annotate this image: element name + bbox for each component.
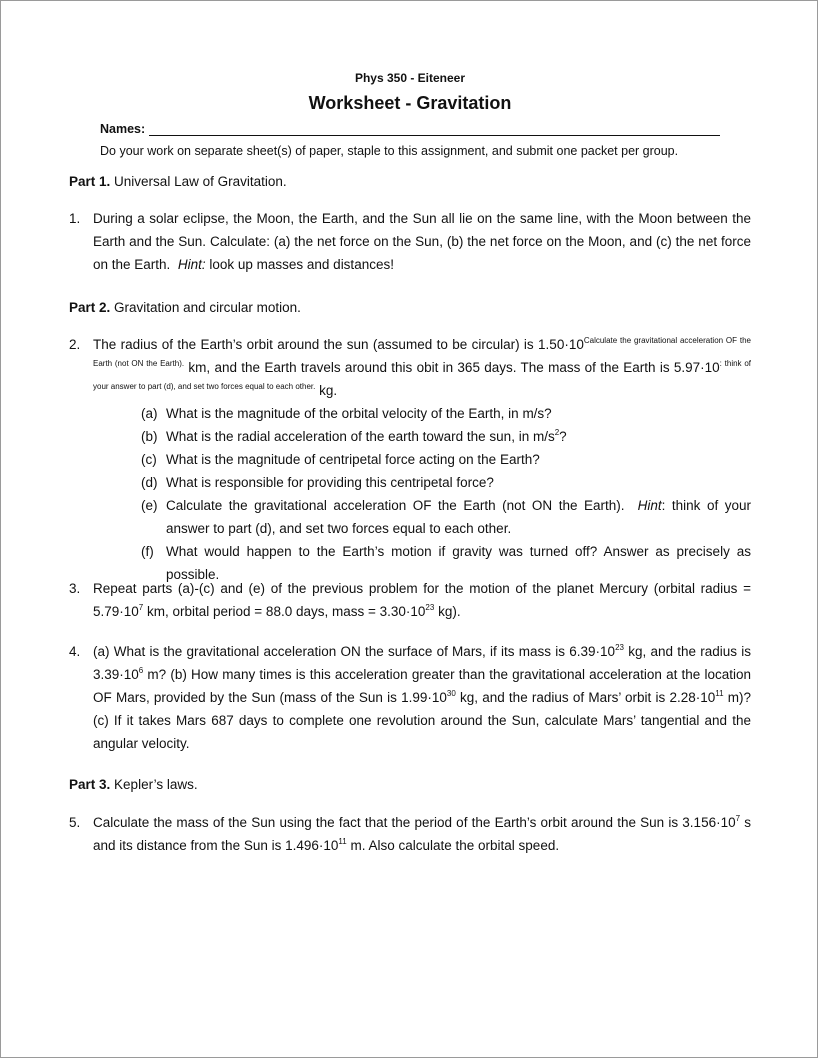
problem-4 [69,640,751,755]
subquestion-d [141,471,751,494]
instructions: Do your work on separate sheet(s) of paper, staple to this assignment, and submit one packet per group. [100,144,679,158]
exponent: 2 [554,428,560,437]
part-title: Gravitation and circular motion. [114,300,301,315]
problem-text [93,577,751,623]
text-segment: kg). [434,604,461,619]
problem-text-body: During a solar eclipse, the Moon, the Earth, and the Sun all lie on the same line, with the Moon between the Earth and the Sun. Calculate: (a) the net force on the Sun, (b) the net force on the Moon, and (c) the net force on the Earth. [93,211,751,272]
text-segment: What is the radial acceleration of the earth toward the sun, in m/s [166,429,555,444]
subquestion-text: What would happen to the Earth’s motion if gravity was turned off? Answer as precisely as possible. [166,544,751,582]
exponent: 6 [138,666,144,675]
part-1-heading [69,174,287,189]
subquestion-label: (b) [141,429,158,444]
hint-text: look up masses and distances! [209,257,394,272]
text-segment: Calculate the mass of the Sun using the fact that the period of the Earth’s orbit around the Sun is 3.156·10 [93,815,736,830]
part-label: Part 3. [69,777,111,792]
subquestion-label: (f) [141,544,154,559]
problem-1 [69,207,751,276]
subquestion-label: (e) [141,498,158,513]
part-title: Kepler’s laws. [114,777,198,792]
exponent: 11 [715,689,724,698]
page-title: Worksheet - Gravitation [308,93,512,113]
problem-2 [69,333,751,586]
problem-3 [69,577,751,623]
course-label: Phys 350 - Eiteneer [354,71,466,85]
names-blank-line [149,122,720,136]
text-segment: kg, and the radius is 3.39·10 [93,644,751,682]
subquestion-text [166,494,751,540]
problem-number: 4. [69,644,81,659]
problem-5 [69,811,751,857]
part-2-heading [69,300,301,315]
exponent: Calculate the gravitational acceleration OF the Earth (not ON the Earth). [93,336,751,368]
exponent: 7 [138,603,144,612]
subquestion-c [141,448,751,471]
text-segment: m)? (c) If it takes Mars 687 days to complete one revolution around the Sun, calculate Mars’ tangential and the angular velocity. [93,690,751,751]
text-segment: : think of your answer to part (d), and set two forces equal to each other. [166,498,751,536]
subquestion-text: What is the magnitude of the orbital velocity of the Earth, in m/s? [166,406,552,421]
text-segment: kg. [315,383,338,398]
exponent: 11 [338,837,347,846]
problem-text [93,811,751,857]
text-segment: Calculate the gravitational acceleration OF the Earth (not ON the Earth). [166,498,625,513]
exponent: 23 [615,643,624,652]
problem-number: 1. [69,211,81,226]
problem-text [93,333,751,402]
subquestion-label: (d) [141,475,158,490]
part-label: Part 1. [69,174,111,189]
exponent: 23 [425,603,435,612]
hint-label: Hint: [177,257,206,272]
hint-label: Hint [637,498,662,513]
text-segment: The radius of the Earth’s orbit around the sun (assumed to be circular) is 1.50·10 [93,337,584,352]
text-segment: kg, and the radius of Mars’ orbit is 2.28·10 [455,690,716,705]
part-label: Part 2. [69,300,111,315]
exponent: : think of your answer to part (d), and set two forces equal to each other. [93,359,751,391]
text-segment: km, orbital period = 88.0 days, mass = 3.30·10 [143,604,426,619]
names-label: Names: [100,122,146,136]
problem-number: 3. [69,581,81,596]
subquestion-label: (c) [141,452,157,467]
exponent: 7 [735,814,741,823]
subquestion-label: (a) [141,406,158,421]
problem-text [93,207,751,276]
text-segment: ? [559,429,567,444]
text-segment: Repeat parts (a)-(c) and (e) of the previous problem for the motion of the planet Mercury (orbital radius = 5.79·10 [93,581,751,619]
part-3-heading [69,777,198,792]
names-field [100,122,720,136]
part-title: Universal Law of Gravitation. [114,174,287,189]
text-segment: (a) What is the gravitational acceleration ON the surface of Mars, if its mass is 6.39·10 [93,644,616,659]
text-segment: s and its distance from the Sun is 1.496·10 [93,815,751,853]
subquestion-a [141,402,751,425]
problem-text [93,640,751,755]
subquestion-e [141,494,751,540]
problem-number: 5. [69,815,81,830]
exponent: 30 [446,689,456,698]
text-segment: m. Also calculate the orbital speed. [346,838,560,853]
subquestion-text: What is responsible for providing this centripetal force? [166,475,494,490]
subquestion-text: What is the magnitude of centripetal force acting on the Earth? [166,452,540,467]
subquestion-text [166,425,751,448]
text-segment: km, and the Earth travels around this obit in 365 days. The mass of the Earth is 5.97·10 [184,360,720,375]
text-segment: m? (b) How many times is this acceleration greater than the gravitational acceleration at the location OF Mars, provided by the Sun (mass of the Sun is 1.99·10 [93,667,751,705]
problem-number: 2. [69,337,81,352]
subquestion-b [141,425,751,448]
